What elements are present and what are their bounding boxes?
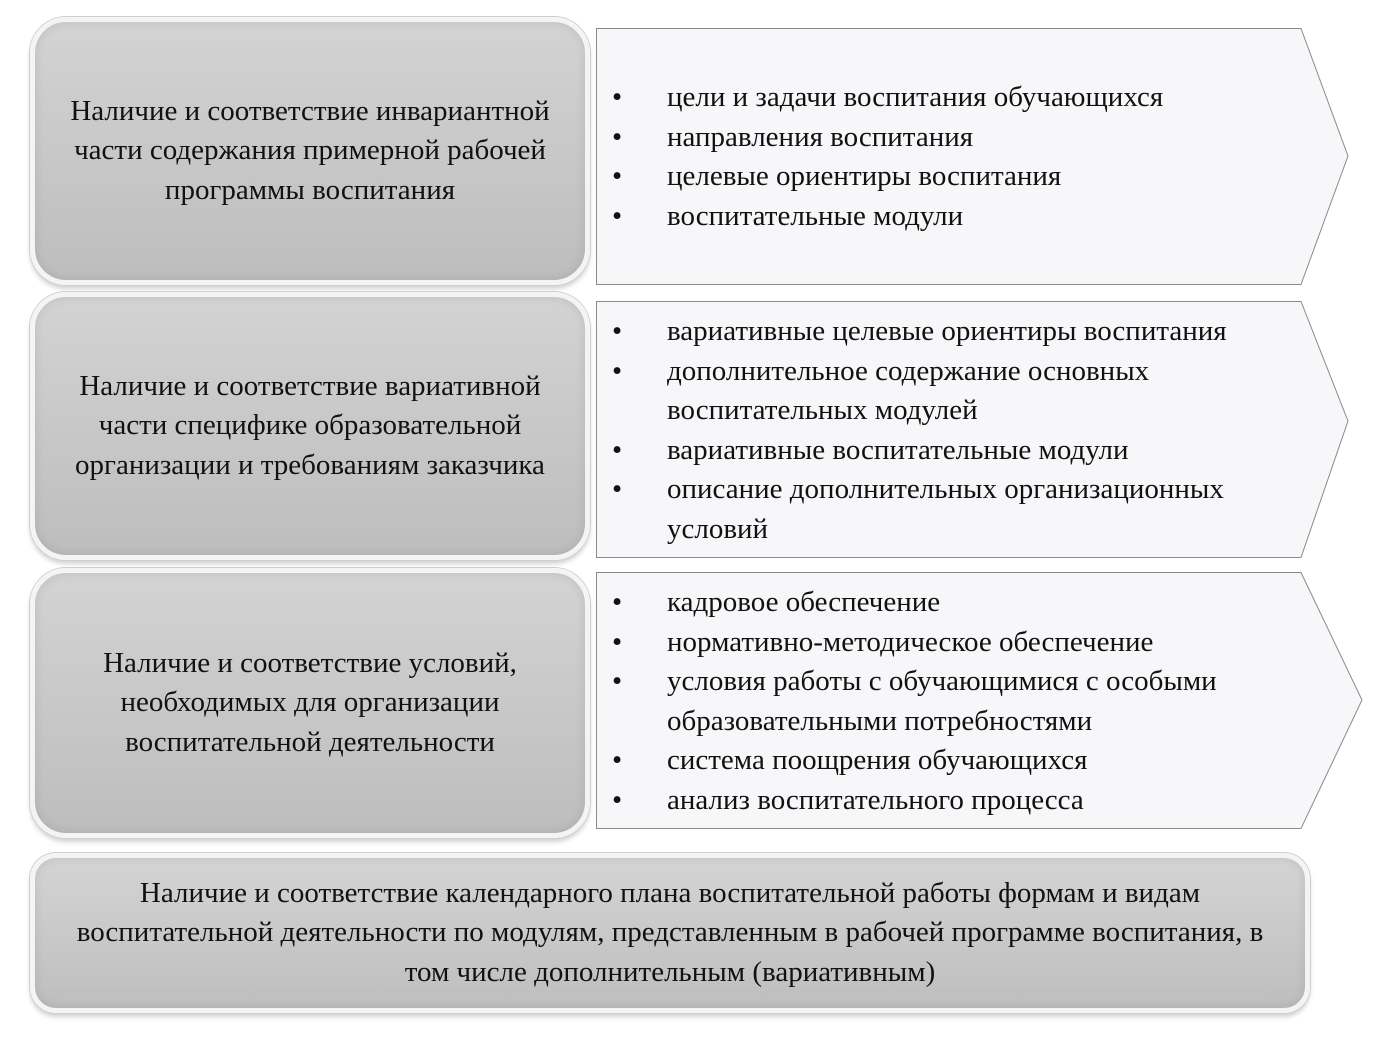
details-list — [596, 583, 1307, 820]
list-item: • цели и задачи воспитания обучающихся — [596, 78, 1307, 118]
criterion-label: Наличие и соответствие вариативной части специфике образовательной организации и требованиям заказчика — [75, 369, 545, 481]
details-arrow-variative — [596, 301, 1366, 558]
details-list — [596, 312, 1307, 549]
list-item: • система поощрения обучающихся — [596, 741, 1307, 781]
details-list — [596, 78, 1307, 236]
list-item: • анализ воспитательного процесса — [596, 781, 1307, 821]
criterion-label: Наличие и соответствие условий, необходимых для организации воспитательной деятельности — [103, 646, 517, 758]
list-item: • кадровое обеспечение — [596, 583, 1307, 623]
list-item: • нормативно-методическое обеспечение — [596, 623, 1307, 663]
list-item: • описание дополнительных организационных условий — [596, 470, 1307, 549]
details-arrow-invariant — [596, 28, 1366, 285]
details-arrow-conditions — [596, 572, 1366, 829]
criterion-box-invariant — [30, 17, 590, 285]
list-item: • дополнительное содержание основных воспитательных модулей — [596, 352, 1307, 431]
calendar-plan-box — [30, 853, 1310, 1013]
criterion-label: Наличие и соответствие инвариантной части содержания примерной рабочей программы воспитания — [70, 94, 550, 206]
list-item: • воспитательные модули — [596, 197, 1307, 237]
list-item: • вариативные целевые ориентиры воспитания — [596, 312, 1307, 352]
criterion-box-variative — [30, 292, 590, 560]
calendar-plan-label: Наличие и соответствие календарного плана воспитательной работы формам и видам воспитательной деятельности по модулям, представленным в рабочей программе воспитания, в том числе дополнительным (вариативным) — [76, 876, 1264, 988]
list-item: • целевые ориентиры воспитания — [596, 157, 1307, 197]
list-item: • направления воспитания — [596, 118, 1307, 158]
list-item: • условия работы с обучающимися с особыми образовательными потребностями — [596, 662, 1307, 741]
list-item: • вариативные воспитательные модули — [596, 431, 1307, 471]
criterion-box-conditions — [30, 568, 590, 838]
